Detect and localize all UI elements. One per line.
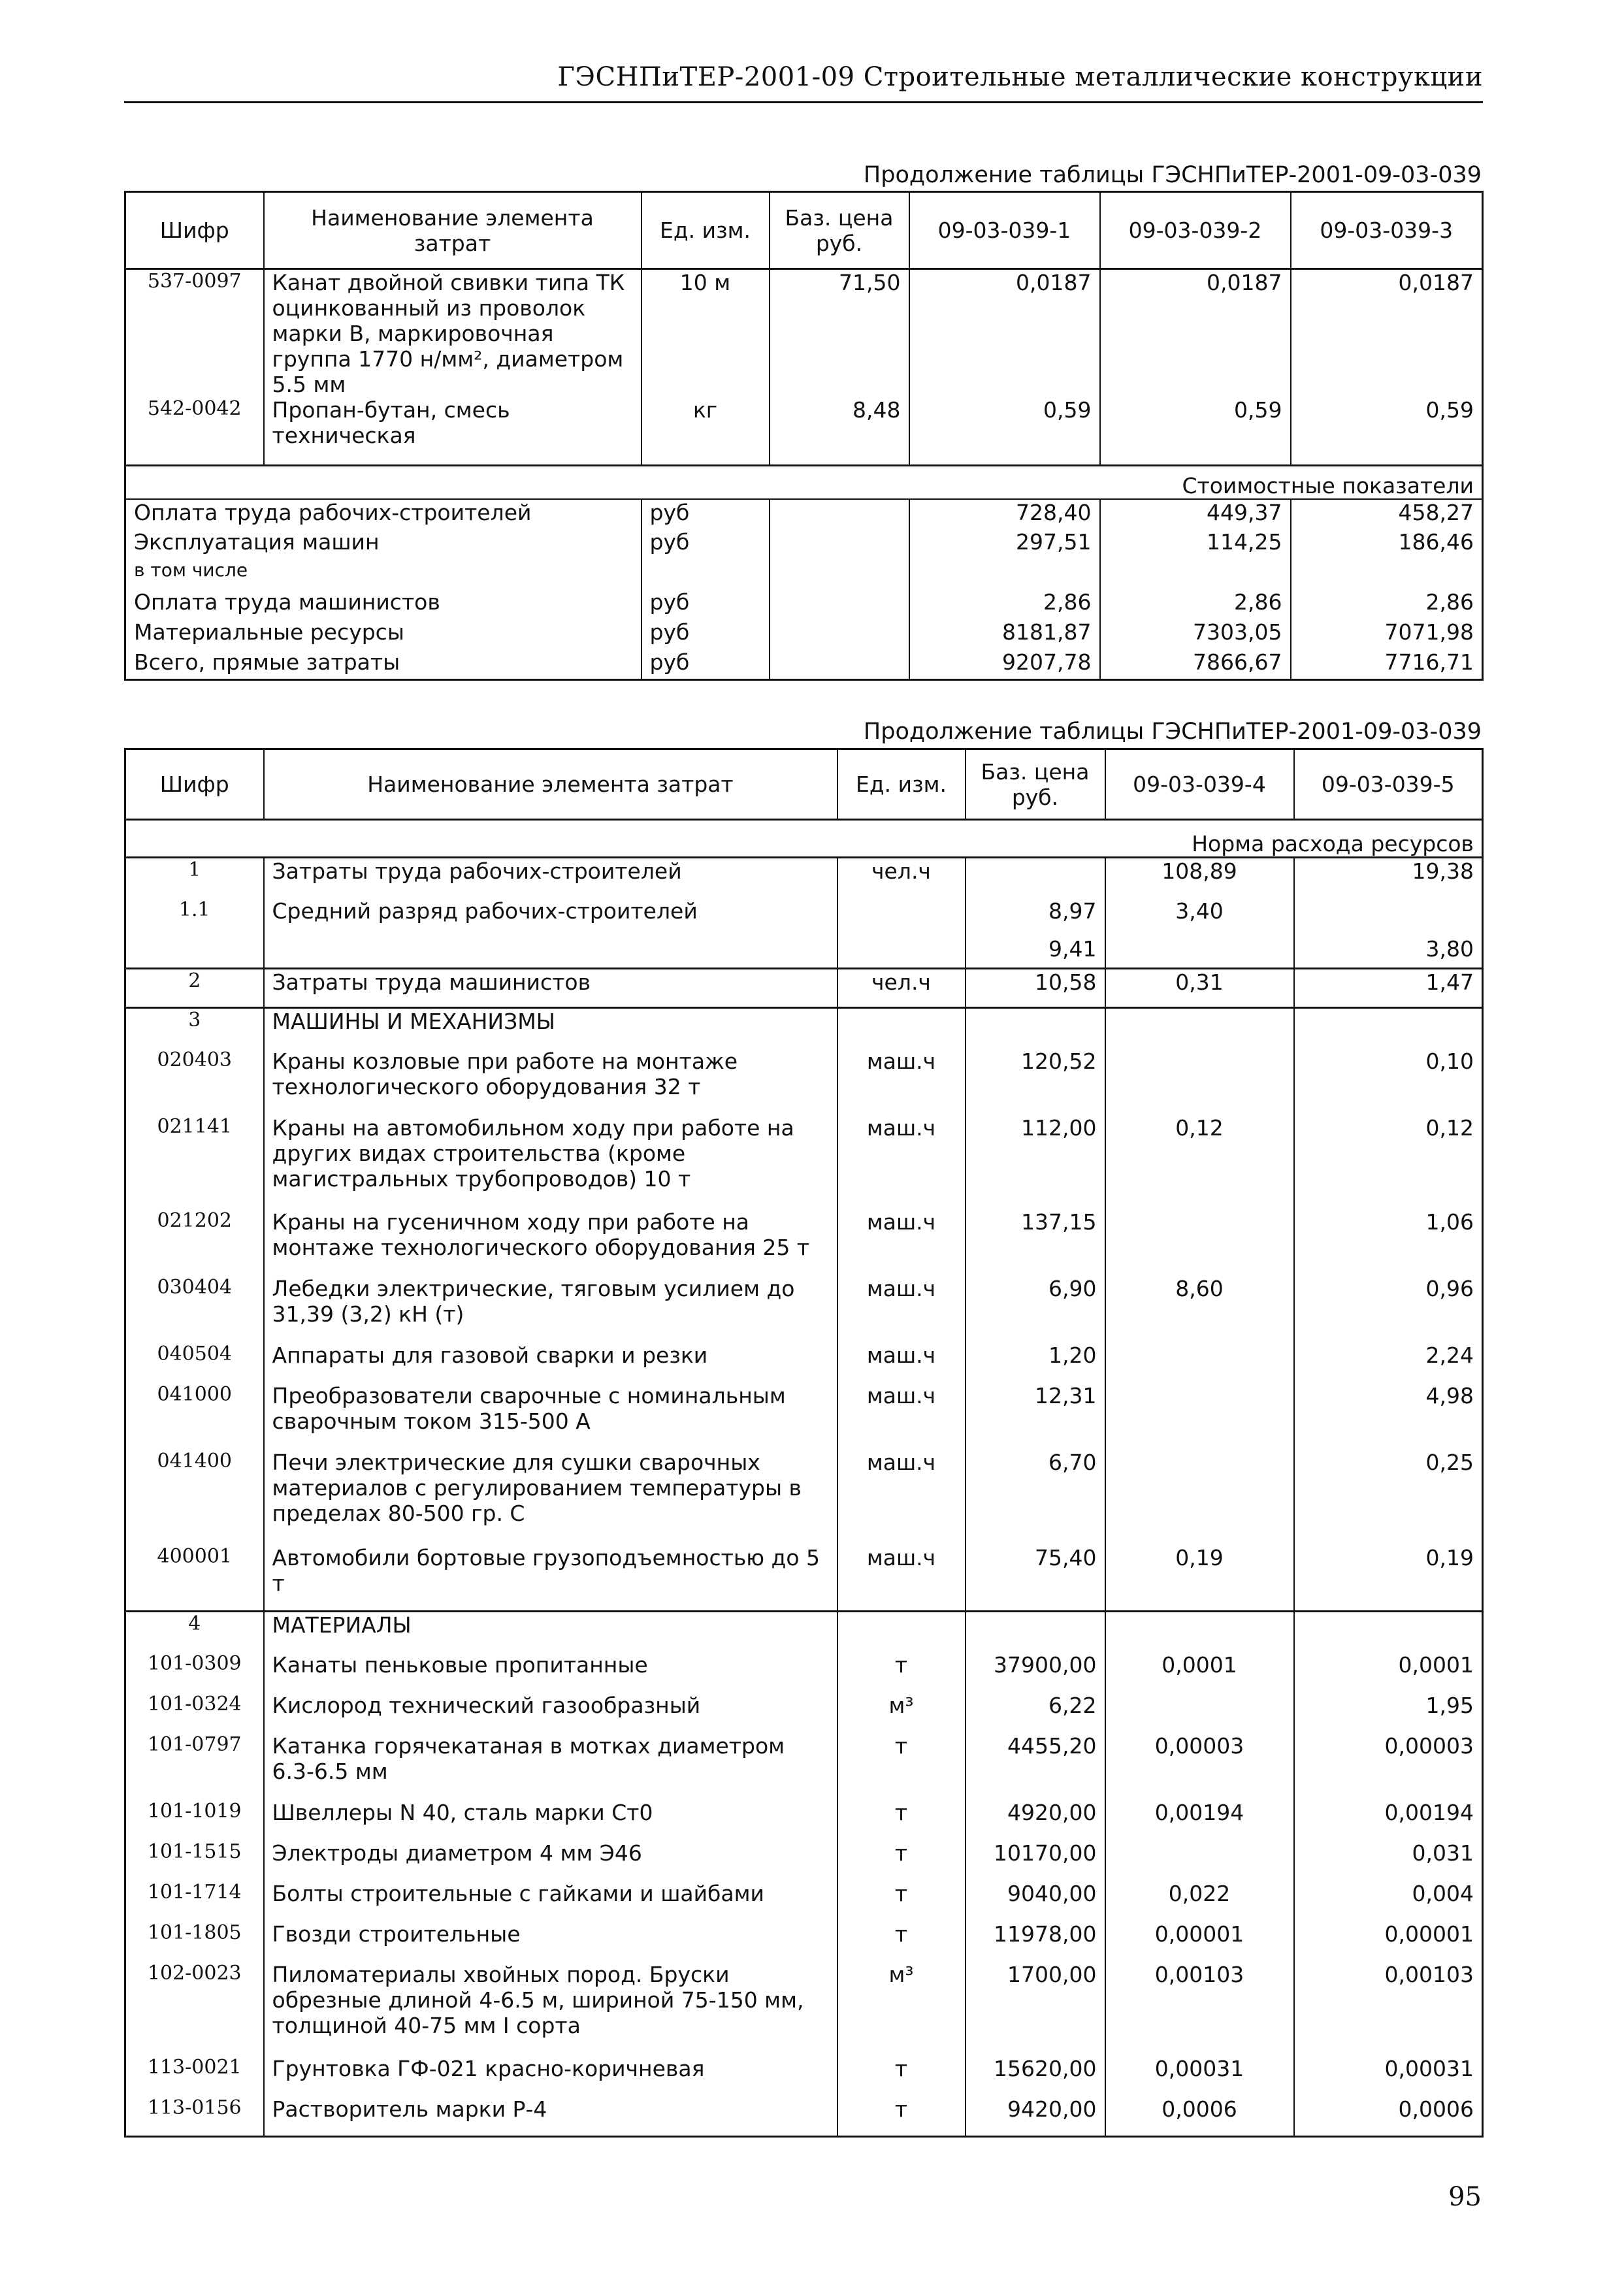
norm-value: 0,00103: [1294, 1962, 1483, 2056]
table-row: [125, 858, 1483, 898]
norm-value: 0,0187: [1100, 269, 1291, 398]
resource-name: Краны на гусеничном ходу при работе на монтаже технологического оборудования 25 т: [264, 1209, 837, 1276]
cost-name: Оплата труда рабочих-строителей: [125, 499, 641, 529]
unit: [837, 1612, 966, 1652]
resource-code: 542-0042: [125, 397, 264, 465]
cost-value: 297,51: [909, 529, 1100, 559]
table-row: [125, 1115, 1483, 1209]
norm-value: [1105, 1450, 1294, 1545]
base-price: 8,97: [966, 898, 1105, 936]
norm-value: 0,0187: [909, 269, 1100, 398]
resource-name: Затраты труда рабочих-строителей: [264, 858, 837, 898]
table2-caption: Продолжение таблицы ГЭСНПиТЕР-2001-09-03-039: [863, 719, 1482, 745]
base-price: 9,41: [966, 936, 1105, 969]
base-price: [770, 499, 909, 529]
unit: маш.ч: [837, 1383, 966, 1450]
unit: руб: [641, 499, 770, 529]
norm-value: [1105, 1693, 1294, 1733]
table-row: [125, 397, 1483, 465]
cost-value: 2,86: [909, 589, 1100, 619]
base-price: 12,31: [966, 1383, 1105, 1450]
norm-value: 1,06: [1294, 1209, 1483, 1276]
base-price: 71,50: [770, 269, 909, 398]
norm-value: 0,022: [1105, 1881, 1294, 1921]
resource-code: 101-1019: [125, 1800, 264, 1840]
cost-value: 458,27: [1291, 499, 1483, 529]
unit: т: [837, 1840, 966, 1881]
resource-name: Автомобили бортовые грузоподъемностью до 5 т: [264, 1545, 837, 1612]
norm-value: [1294, 898, 1483, 936]
unit: маш.ч: [837, 1209, 966, 1276]
unit: маш.ч: [837, 1450, 966, 1545]
resource-code: 113-0156: [125, 2096, 264, 2137]
cost-row: [125, 559, 1483, 589]
cost-row: [125, 589, 1483, 619]
resource-name: Швеллеры N 40, сталь марки Ст0: [264, 1800, 837, 1840]
cost-label-row: [125, 465, 1483, 499]
unit: м³: [837, 1693, 966, 1733]
resource-name: Краны на автомобильном ходу при работе на других видах строительства (кроме магистральных трубопроводов) 10 т: [264, 1115, 837, 1209]
norm-value: 8,60: [1105, 1276, 1294, 1342]
base-price: 75,40: [966, 1545, 1105, 1612]
base-price: 1700,00: [966, 1962, 1105, 2056]
resource-code: 041000: [125, 1383, 264, 1450]
resource-name: Канаты пеньковые пропитанные: [264, 1652, 837, 1693]
resource-name: Катанка горячекатаная в мотках диаметром 6.3-6.5 мм: [264, 1733, 837, 1800]
norm-label: Норма расхода ресурсов: [125, 820, 1483, 858]
cost-name: Оплата труда машинистов: [125, 589, 641, 619]
norm-value: 0,10: [1294, 1049, 1483, 1115]
cost-indicators-label: Стоимостные показатели: [125, 465, 1483, 499]
col-header-v4: 09-03-039-4: [1105, 749, 1294, 820]
resource-code: 537-0097: [125, 269, 264, 398]
resource-code: 101-0797: [125, 1733, 264, 1800]
base-price: 6,90: [966, 1276, 1105, 1342]
resource-name: Грунтовка ГФ-021 красно-коричневая: [264, 2056, 837, 2096]
col-header-v1: 09-03-039-1: [909, 192, 1100, 269]
norm-value: 108,89: [1105, 858, 1294, 898]
norm-value: 0,96: [1294, 1276, 1483, 1342]
resource-name: Лебедки электрические, тяговым усилием до 31,39 (3,2) кН (т): [264, 1276, 837, 1342]
resource-code: 030404: [125, 1276, 264, 1342]
unit: т: [837, 1921, 966, 1962]
resource-code: 1.1: [125, 898, 264, 936]
cost-value: 7071,98: [1291, 619, 1483, 649]
resource-code: 113-0021: [125, 2056, 264, 2096]
norm-value: [1105, 1342, 1294, 1383]
norm-value: 0,031: [1294, 1840, 1483, 1881]
table-row: [125, 1342, 1483, 1383]
table-row: [125, 269, 1483, 398]
resource-name: Аппараты для газовой сварки и резки: [264, 1342, 837, 1383]
base-price: 120,52: [966, 1049, 1105, 1115]
col-header-code: Шифр: [125, 749, 264, 820]
cost-value: 7866,67: [1100, 649, 1291, 679]
table-row: [125, 1049, 1483, 1115]
cost-value: 728,40: [909, 499, 1100, 529]
resource-code: 101-0324: [125, 1693, 264, 1733]
table-row: [125, 1612, 1483, 1652]
table-row: [125, 969, 1483, 1008]
norm-value: 0,00194: [1105, 1800, 1294, 1840]
base-price: 37900,00: [966, 1652, 1105, 1693]
table-row: [125, 1276, 1483, 1342]
resource-name: Электроды диаметром 4 мм Э46: [264, 1840, 837, 1881]
table-row: [125, 1962, 1483, 2056]
base-price: [966, 1612, 1105, 1652]
table2-header-row: [125, 749, 1483, 820]
base-price: 4920,00: [966, 1800, 1105, 1840]
norm-value: 2,24: [1294, 1342, 1483, 1383]
col-header-unit: Ед. изм.: [641, 192, 770, 269]
base-price: [770, 529, 909, 559]
norm-value: 4,98: [1294, 1383, 1483, 1450]
norm-value: 0,0006: [1105, 2096, 1294, 2137]
base-price: [770, 559, 909, 589]
cost-value: [1291, 559, 1483, 589]
base-price: 10170,00: [966, 1840, 1105, 1881]
col-header-v2: 09-03-039-2: [1100, 192, 1291, 269]
norm-value: [1105, 1209, 1294, 1276]
running-title: ГЭСНПиТЕР-2001-09 Строительные металлические конструкции: [557, 62, 1483, 92]
norm-value: [1105, 1612, 1294, 1652]
cost-value: 2,86: [1100, 589, 1291, 619]
resource-name: Болты строительные с гайками и шайбами: [264, 1881, 837, 1921]
resource-name: Пиломатериалы хвойных пород. Бруски обрезные длиной 4-6.5 м, шириной 75-150 мм, толщиной 40-75 мм I сорта: [264, 1962, 837, 2056]
resource-name: Затраты труда машинистов: [264, 969, 837, 1008]
base-price: 6,70: [966, 1450, 1105, 1545]
table-row: [125, 1545, 1483, 1612]
base-price: 137,15: [966, 1209, 1105, 1276]
base-price: 10,58: [966, 969, 1105, 1008]
cost-value: 7716,71: [1291, 649, 1483, 679]
col-header-name: Наименование элемента затрат: [264, 749, 837, 820]
col-header-v5: 09-03-039-5: [1294, 749, 1483, 820]
base-price: [770, 619, 909, 649]
table2: [124, 748, 1484, 2138]
table-row: [125, 1881, 1483, 1921]
resource-code: 101-1805: [125, 1921, 264, 1962]
table-row: [125, 1693, 1483, 1733]
unit: т: [837, 1800, 966, 1840]
cost-value: 2,86: [1291, 589, 1483, 619]
cost-row: [125, 499, 1483, 529]
cost-name: в том числе: [125, 559, 641, 589]
resource-name: МАТЕРИАЛЫ: [264, 1612, 837, 1652]
norm-value: 0,59: [909, 397, 1100, 465]
col-header-v3: 09-03-039-3: [1291, 192, 1483, 269]
resource-code: 021202: [125, 1209, 264, 1276]
resource-name: Преобразователи сварочные с номинальным сварочным током 315-500 А: [264, 1383, 837, 1450]
unit: маш.ч: [837, 1049, 966, 1115]
unit: т: [837, 2096, 966, 2137]
norm-value: 0,0001: [1294, 1652, 1483, 1693]
norm-value: 3,80: [1294, 936, 1483, 969]
unit: чел.ч: [837, 969, 966, 1008]
norm-value: 0,00001: [1105, 1921, 1294, 1962]
resource-code: 020403: [125, 1049, 264, 1115]
resource-code: 4: [125, 1612, 264, 1652]
norm-value: 0,0006: [1294, 2096, 1483, 2137]
table-row: [125, 1921, 1483, 1962]
unit: [837, 1008, 966, 1049]
norm-value: [1105, 936, 1294, 969]
norm-value: [1294, 1612, 1483, 1652]
base-price: 11978,00: [966, 1921, 1105, 1962]
norm-value: 0,12: [1294, 1115, 1483, 1209]
cost-row: [125, 529, 1483, 559]
norm-value: 0,25: [1294, 1450, 1483, 1545]
base-price: 15620,00: [966, 2056, 1105, 2096]
unit: руб: [641, 529, 770, 559]
unit: т: [837, 1652, 966, 1693]
unit: чел.ч: [837, 858, 966, 898]
norm-value: 1,95: [1294, 1693, 1483, 1733]
resource-code: 2: [125, 969, 264, 1008]
norm-value: 0,00001: [1294, 1921, 1483, 1962]
resource-name: Средний разряд рабочих-строителей: [264, 898, 837, 936]
base-price: [770, 589, 909, 619]
norm-value: 0,00003: [1105, 1733, 1294, 1800]
resource-name: Краны козловые при работе на монтаже технологического оборудования 32 т: [264, 1049, 837, 1115]
table-row: [125, 1800, 1483, 1840]
cost-value: 114,25: [1100, 529, 1291, 559]
unit: руб: [641, 619, 770, 649]
norm-value: 0,00194: [1294, 1800, 1483, 1840]
cost-value: [909, 559, 1100, 589]
col-header-name: Наименование элемента затрат: [264, 192, 641, 269]
unit: [641, 559, 770, 589]
norm-value: 0,12: [1105, 1115, 1294, 1209]
unit: маш.ч: [837, 1276, 966, 1342]
page-header: [124, 62, 1483, 103]
unit: [837, 936, 966, 969]
resource-code: [125, 936, 264, 969]
table-row: [125, 898, 1483, 936]
norm-value: 3,40: [1105, 898, 1294, 936]
norm-label-row: [125, 820, 1483, 858]
norm-value: 0,00103: [1105, 1962, 1294, 2056]
cost-value: 8181,87: [909, 619, 1100, 649]
resource-code: 101-1515: [125, 1840, 264, 1881]
table-row: [125, 1450, 1483, 1545]
col-header-price: Баз. цена руб.: [770, 192, 909, 269]
norm-value: 0,0001: [1105, 1652, 1294, 1693]
resource-name: Пропан-бутан, смесь техническая: [264, 397, 641, 465]
unit: руб: [641, 589, 770, 619]
norm-value: 0,00003: [1294, 1733, 1483, 1800]
unit: [837, 898, 966, 936]
resource-code: 400001: [125, 1545, 264, 1612]
resource-code: 102-0023: [125, 1962, 264, 2056]
norm-value: [1105, 1049, 1294, 1115]
resource-name: Канат двойной свивки типа ТК оцинкованный из проволок марки В, маркировочная группа 1770 н/мм², диаметром 5.5 мм: [264, 269, 641, 398]
norm-value: 0,0187: [1291, 269, 1483, 398]
norm-value: 0,59: [1291, 397, 1483, 465]
base-price: 112,00: [966, 1115, 1105, 1209]
norm-value: 1,47: [1294, 969, 1483, 1008]
resource-code: 040504: [125, 1342, 264, 1383]
base-price: [770, 649, 909, 679]
resource-name: [264, 936, 837, 969]
table-row: [125, 1008, 1483, 1049]
unit: руб: [641, 649, 770, 679]
norm-value: [1105, 1840, 1294, 1881]
resource-code: 3: [125, 1008, 264, 1049]
table-row: [125, 1652, 1483, 1693]
cost-value: 9207,78: [909, 649, 1100, 679]
norm-value: 0,004: [1294, 1881, 1483, 1921]
table-row: [125, 1840, 1483, 1881]
table1-caption: Продолжение таблицы ГЭСНПиТЕР-2001-09-03-039: [863, 162, 1482, 188]
resource-code: 021141: [125, 1115, 264, 1209]
unit: м³: [837, 1962, 966, 2056]
cost-value: 7303,05: [1100, 619, 1291, 649]
resource-code: 101-1714: [125, 1881, 264, 1921]
cost-name: Эксплуатация машин: [125, 529, 641, 559]
unit: кг: [641, 397, 770, 465]
unit: маш.ч: [837, 1115, 966, 1209]
col-header-unit: Ед. изм.: [837, 749, 966, 820]
col-header-price: Баз. цена руб.: [966, 749, 1105, 820]
norm-value: 0,59: [1100, 397, 1291, 465]
base-price: 4455,20: [966, 1733, 1105, 1800]
resource-name: Печи электрические для сушки сварочных материалов с регулированием температуры в пределах 80-500 гр. С: [264, 1450, 837, 1545]
norm-value: 0,00031: [1105, 2056, 1294, 2096]
resource-name: МАШИНЫ И МЕХАНИЗМЫ: [264, 1008, 837, 1049]
resource-code: 101-0309: [125, 1652, 264, 1693]
resource-code: 041400: [125, 1450, 264, 1545]
norm-value: 0,00031: [1294, 2056, 1483, 2096]
cost-row: [125, 619, 1483, 649]
page-number: 95: [1448, 2182, 1482, 2212]
norm-value: 0,19: [1105, 1545, 1294, 1612]
cost-value: [1100, 559, 1291, 589]
cost-name: Всего, прямые затраты: [125, 649, 641, 679]
norm-value: [1105, 1383, 1294, 1450]
table1: [124, 191, 1484, 681]
norm-value: 0,31: [1105, 969, 1294, 1008]
base-price: [966, 1008, 1105, 1049]
table-row: [125, 936, 1483, 969]
base-price: 8,48: [770, 397, 909, 465]
table-row: [125, 2096, 1483, 2137]
unit: т: [837, 2056, 966, 2096]
resource-name: Растворитель марки Р-4: [264, 2096, 837, 2137]
table-row: [125, 1733, 1483, 1800]
table-row: [125, 1383, 1483, 1450]
resource-code: 1: [125, 858, 264, 898]
norm-value: [1294, 1008, 1483, 1049]
table-row: [125, 1209, 1483, 1276]
base-price: 9040,00: [966, 1881, 1105, 1921]
cost-row: [125, 649, 1483, 679]
unit: маш.ч: [837, 1342, 966, 1383]
resource-name: Гвозди строительные: [264, 1921, 837, 1962]
base-price: 6,22: [966, 1693, 1105, 1733]
table-row: [125, 2056, 1483, 2096]
unit: т: [837, 1881, 966, 1921]
col-header-code: Шифр: [125, 192, 264, 269]
norm-value: 19,38: [1294, 858, 1483, 898]
cost-value: 186,46: [1291, 529, 1483, 559]
norm-value: [1105, 1008, 1294, 1049]
norm-value: 0,19: [1294, 1545, 1483, 1612]
base-price: [966, 858, 1105, 898]
unit: маш.ч: [837, 1545, 966, 1612]
cost-name: Материальные ресурсы: [125, 619, 641, 649]
base-price: 1,20: [966, 1342, 1105, 1383]
unit: т: [837, 1733, 966, 1800]
cost-value: 449,37: [1100, 499, 1291, 529]
resource-name: Кислород технический газообразный: [264, 1693, 837, 1733]
base-price: 9420,00: [966, 2096, 1105, 2137]
unit: 10 м: [641, 269, 770, 398]
table1-header-row: [125, 192, 1483, 269]
